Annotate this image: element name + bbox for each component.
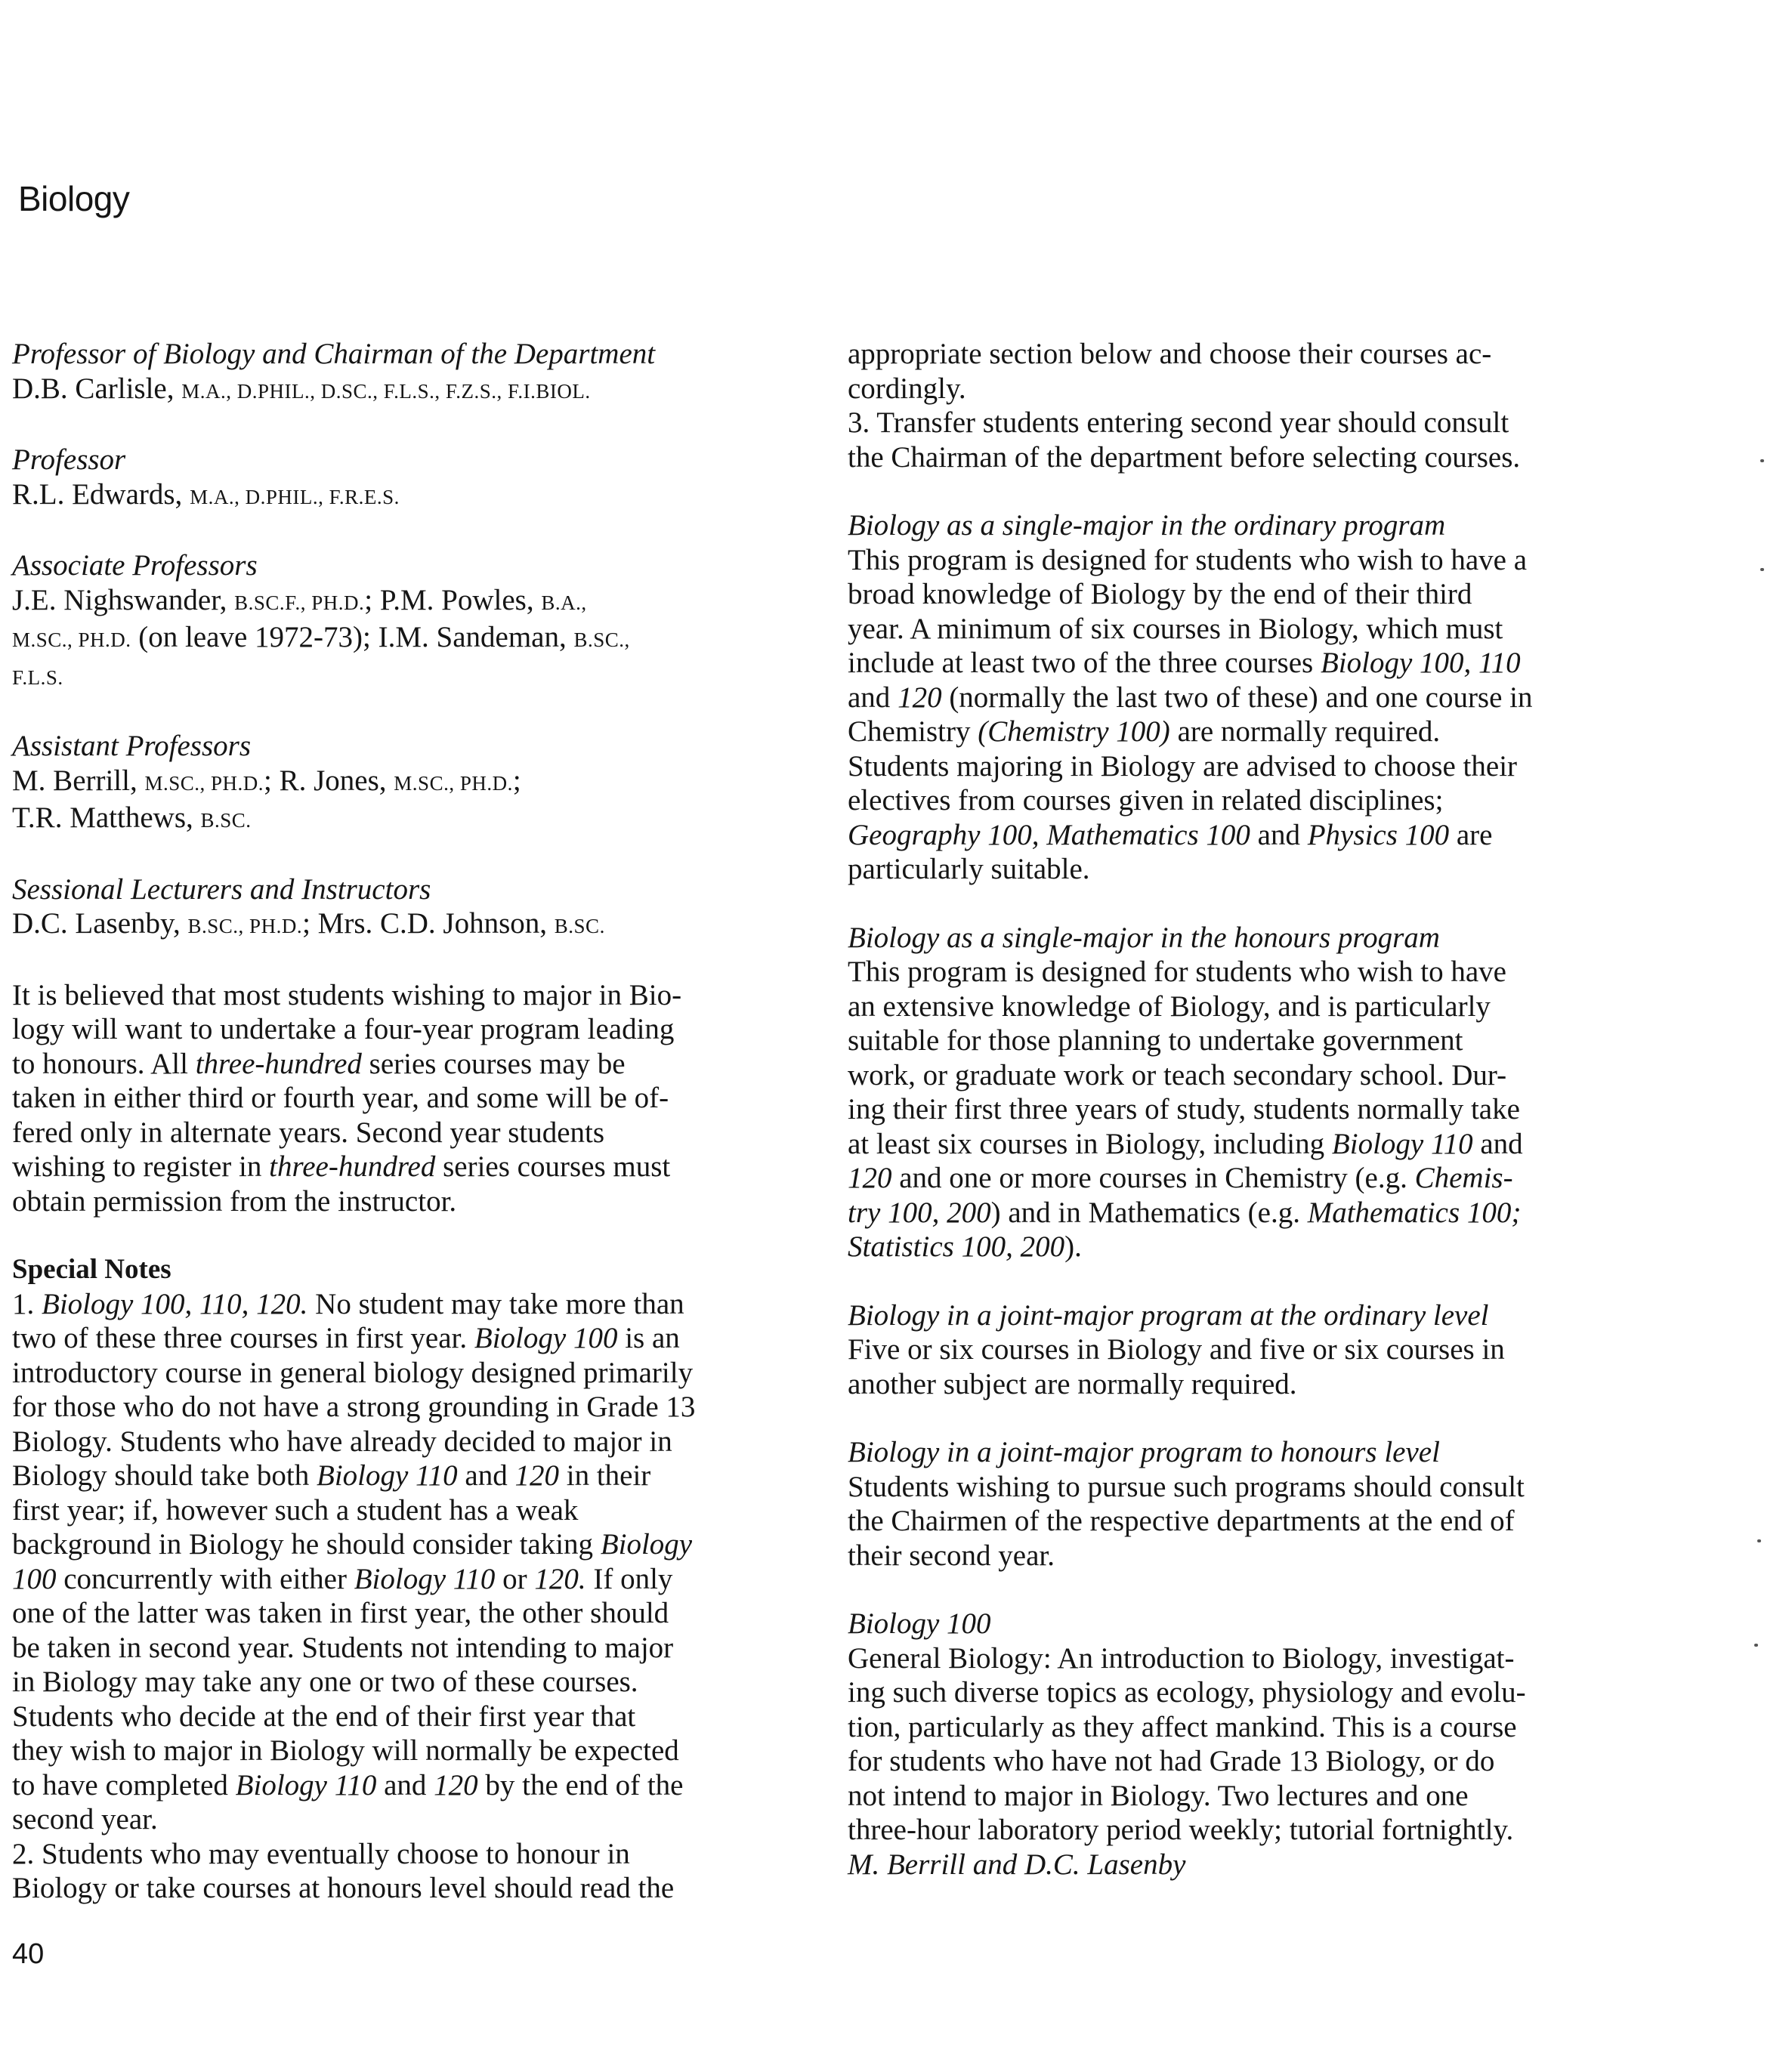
program-text: include at least two of the three courses (848, 647, 1321, 679)
note-line: for those who do not have a strong grounding in Grade 13 (12, 1391, 696, 1423)
intro-line: obtain permission from the instructor. (12, 1184, 457, 1218)
note-line: they wish to major in Biology will normally be expected (12, 1734, 679, 1767)
associate-name: ; P.M. Powles, (364, 583, 542, 616)
program-text: are (1449, 818, 1493, 851)
intro-text: three-hundred (195, 1047, 362, 1080)
note-line: 3. Transfer students entering second year should consult (848, 406, 1509, 439)
note-text: 120 (434, 1768, 478, 1802)
assistant-name: ; R. Jones, (264, 764, 394, 797)
special-notes-continued (848, 337, 1709, 474)
associate-degrees: F.L.S. (12, 665, 63, 689)
intro-text: series courses may be (361, 1047, 626, 1080)
program-line: another subject are normally required. (848, 1367, 1297, 1400)
note-line: Biology. Students who have already decided to major in (12, 1425, 672, 1458)
program-text: (normally the last two of these) and one course in (941, 681, 1533, 714)
program-text: and one or more courses in Chemistry (e.g. (891, 1162, 1415, 1194)
assistant-name: T.R. Matthews, (12, 801, 201, 834)
program-line: the Chairmen of the respective departments at the end of (848, 1505, 1515, 1537)
program-line: This program is designed for students who wish to have a (848, 543, 1528, 576)
intro-line: fered only in alternate years. Second year students (12, 1116, 605, 1149)
course-heading: Biology 100 (848, 1607, 991, 1640)
intro-line: logy will want to undertake a four-year program leading (12, 1013, 675, 1045)
intro-text: wishing to register in (12, 1150, 270, 1183)
course-line: General Biology: An introduction to Biology, investigat- (848, 1641, 1515, 1675)
program-line: an extensive knowledge of Biology, and is particularly (848, 990, 1491, 1023)
program-joint-ordinary (848, 1298, 1709, 1402)
assistant-name: ; (512, 764, 521, 797)
note-text: Biology 110 (317, 1459, 458, 1492)
program-text: Geography 100, Mathematics 100 (848, 818, 1250, 851)
faculty-professor (12, 443, 805, 514)
note-text: Biology 110 (235, 1768, 377, 1802)
note-text: 100 (12, 1562, 57, 1595)
program-text: Statistics 100, 200 (848, 1230, 1065, 1263)
program-text: are normally required. (1169, 715, 1441, 748)
note-text: If only (585, 1562, 673, 1595)
course-line: ing such diverse topics as ecology, physiology and evolu- (848, 1676, 1526, 1709)
faculty-chair (12, 337, 805, 409)
program-single-ordinary (848, 508, 1709, 887)
program-line: broad knowledge of Biology by the end of their third (848, 578, 1472, 610)
program-heading: Biology in a joint-major program at the ordinary level (848, 1298, 1489, 1332)
program-text: try 100, 200 (848, 1196, 991, 1229)
note-text: 1. (12, 1287, 42, 1320)
program-line: particularly suitable. (848, 853, 1090, 885)
note-line: appropriate section below and choose their courses ac- (848, 338, 1492, 370)
program-text: Chemistry (848, 715, 978, 748)
note-text: background in Biology he should consider taking (12, 1528, 601, 1561)
course-biology-100 (848, 1607, 1709, 1882)
program-text: Chemis- (1414, 1162, 1513, 1194)
note-line: Students who decide at the end of their first year that (12, 1700, 636, 1733)
program-joint-honours (848, 1435, 1709, 1573)
chair-title: Professor of Biology and Chairman of the Department (12, 338, 656, 370)
note-text: Biology (600, 1528, 693, 1561)
note-text: is an (617, 1322, 680, 1354)
note-text: and (457, 1459, 515, 1492)
program-text: and (848, 681, 898, 714)
note-line: second year. (12, 1803, 158, 1836)
associate-degrees: B.SC., (573, 628, 630, 651)
intro-line: taken in either third or fourth year, and some will be of- (12, 1082, 669, 1114)
faculty-associate (12, 548, 805, 695)
assistant-degrees: M.SC., PH.D. (394, 771, 513, 795)
sessional-name: ; Mrs. C.D. Johnson, (302, 907, 555, 940)
intro-text: to honours. All (12, 1047, 196, 1080)
faculty-assistant (12, 729, 805, 838)
note-line: be taken in second year. Students not intending to major (12, 1631, 674, 1664)
program-text: Biology 100, 110 (1320, 647, 1521, 679)
scan-speck (1754, 1644, 1758, 1647)
note-line: in Biology may take any one or two of these courses. (12, 1666, 638, 1698)
professor-name: R.L. Edwards, (12, 477, 190, 511)
assistant-name: M. Berrill, (12, 764, 145, 797)
note-text: and (376, 1768, 434, 1802)
associate-degrees: M.SC., PH.D. (12, 628, 131, 651)
note-text: by the end of the (477, 1768, 684, 1802)
associate-degrees: B.A., (541, 591, 587, 614)
program-text: 120 (848, 1162, 892, 1194)
faculty-sessional (12, 872, 805, 944)
special-notes-heading: Special Notes (12, 1254, 171, 1285)
note-text: No student may take more than (307, 1287, 684, 1320)
program-text: ) and in Mathematics (e.g. (990, 1196, 1308, 1229)
note-line: cordingly. (848, 372, 966, 405)
scan-speck (1760, 459, 1764, 462)
note-line: Biology or take courses at honours level should read the (12, 1872, 675, 1904)
intro-text: three-hundred (269, 1150, 436, 1183)
program-line: This program is designed for students who wish to have (848, 956, 1506, 988)
note-text: 120. (534, 1562, 586, 1595)
program-line: Students majoring in Biology are advised to choose their (848, 749, 1518, 783)
program-text: Biology 110 (1331, 1127, 1473, 1160)
note-line: one of the latter was taken in first year, the other should (12, 1597, 669, 1629)
intro-line: It is believed that most students wishing to major in Bio- (12, 978, 682, 1011)
associate-name: J.E. Nighswander, (12, 583, 235, 616)
left-column (12, 337, 805, 1906)
program-heading: Biology as a single-major in the ordinary program (848, 509, 1446, 542)
program-text: Mathematics 100; (1307, 1196, 1522, 1229)
note-text: Biology should take both (12, 1459, 317, 1492)
associate-title: Associate Professors (12, 549, 258, 582)
note-text: Biology 100 (474, 1322, 618, 1354)
note-line: the Chairman of the department before selecting courses. (848, 440, 1521, 474)
note-text: to have completed (12, 1768, 236, 1802)
sessional-degrees: B.SC. (554, 915, 605, 937)
professor-degrees: M.A., D.PHIL., F.R.E.S. (190, 485, 400, 508)
sessional-title: Sessional Lecturers and Instructors (12, 872, 431, 906)
note-text: or (495, 1562, 535, 1595)
course-line: for students who have not had Grade 13 Biology, or do (848, 1745, 1495, 1777)
program-heading: Biology in a joint-major program to honours level (848, 1436, 1440, 1468)
page-title: Biology (18, 179, 130, 218)
program-line: Students wishing to pursue such programs should consult (848, 1470, 1525, 1503)
note-text: two of these three courses in first year. (12, 1322, 474, 1354)
program-line: work, or graduate work or teach secondary school. Dur- (848, 1058, 1507, 1091)
note-text: 120 (514, 1459, 559, 1492)
program-line: electives from courses given in related disciplines; (848, 784, 1444, 817)
program-line: their second year. (848, 1539, 1055, 1572)
intro-text: series courses must (435, 1150, 671, 1183)
scan-speck (1757, 1539, 1761, 1542)
course-line: three-hour laboratory period weekly; tutorial fortnightly. (848, 1814, 1514, 1846)
right-column (848, 337, 1709, 1882)
note-text: Biology 110 (354, 1562, 496, 1595)
chair-degrees: M.A., D.PHIL., D.SC., F.L.S., F.Z.S., F.I.BIOL. (181, 379, 591, 403)
scan-speck (1760, 568, 1764, 571)
assistant-degrees: B.SC. (200, 809, 252, 832)
course-instructors: M. Berrill and D.C. Lasenby (848, 1848, 1186, 1881)
program-line: year. A minimum of six courses in Biology, which must (848, 612, 1503, 645)
note-text: concurrently with either (56, 1562, 354, 1595)
program-text: and (1250, 818, 1308, 851)
associate-name: (on leave 1972-73); I.M. Sandeman, (131, 621, 574, 653)
note-line: first year; if, however such a student has a weak (12, 1493, 579, 1527)
note-line: introductory course in general biology designed primarily (12, 1356, 694, 1389)
program-line: suitable for those planning to undertake government (848, 1024, 1463, 1057)
sessional-degrees: B.SC., PH.D. (187, 915, 303, 937)
course-line: not intend to major in Biology. Two lectures and one (848, 1779, 1469, 1812)
note-line: 2. Students who may eventually choose to honour in (12, 1837, 630, 1870)
intro-paragraph (12, 978, 805, 1219)
professor-title: Professor (12, 443, 126, 476)
program-text: (Chemistry 100) (978, 715, 1170, 748)
note-text: in their (558, 1459, 651, 1492)
assistant-degrees: M.SC., PH.D. (144, 771, 264, 795)
assistant-title: Assistant Professors (12, 730, 252, 762)
sessional-name: D.C. Lasenby, (12, 907, 188, 940)
chair-name: D.B. Carlisle, (12, 372, 182, 405)
program-text: at least six courses in Biology, including (848, 1127, 1332, 1160)
program-heading: Biology as a single-major in the honours program (848, 921, 1440, 954)
special-notes (12, 1252, 805, 1906)
program-single-honours (848, 921, 1709, 1264)
page-number: 40 (12, 1938, 45, 1970)
program-text: ). (1064, 1230, 1082, 1263)
program-text: 120 (898, 681, 942, 714)
course-line: tion, particularly as they affect mankind. This is a course (848, 1710, 1517, 1743)
program-line: Five or six courses in Biology and five or six courses in (848, 1333, 1505, 1366)
program-line: ing their first three years of study, students normally take (848, 1093, 1520, 1125)
associate-degrees: B.SC.F., PH.D. (234, 591, 365, 614)
program-text: Physics 100 (1307, 818, 1450, 851)
program-text: and (1472, 1127, 1523, 1160)
note-text: Biology 100, 110, 120. (42, 1287, 308, 1320)
